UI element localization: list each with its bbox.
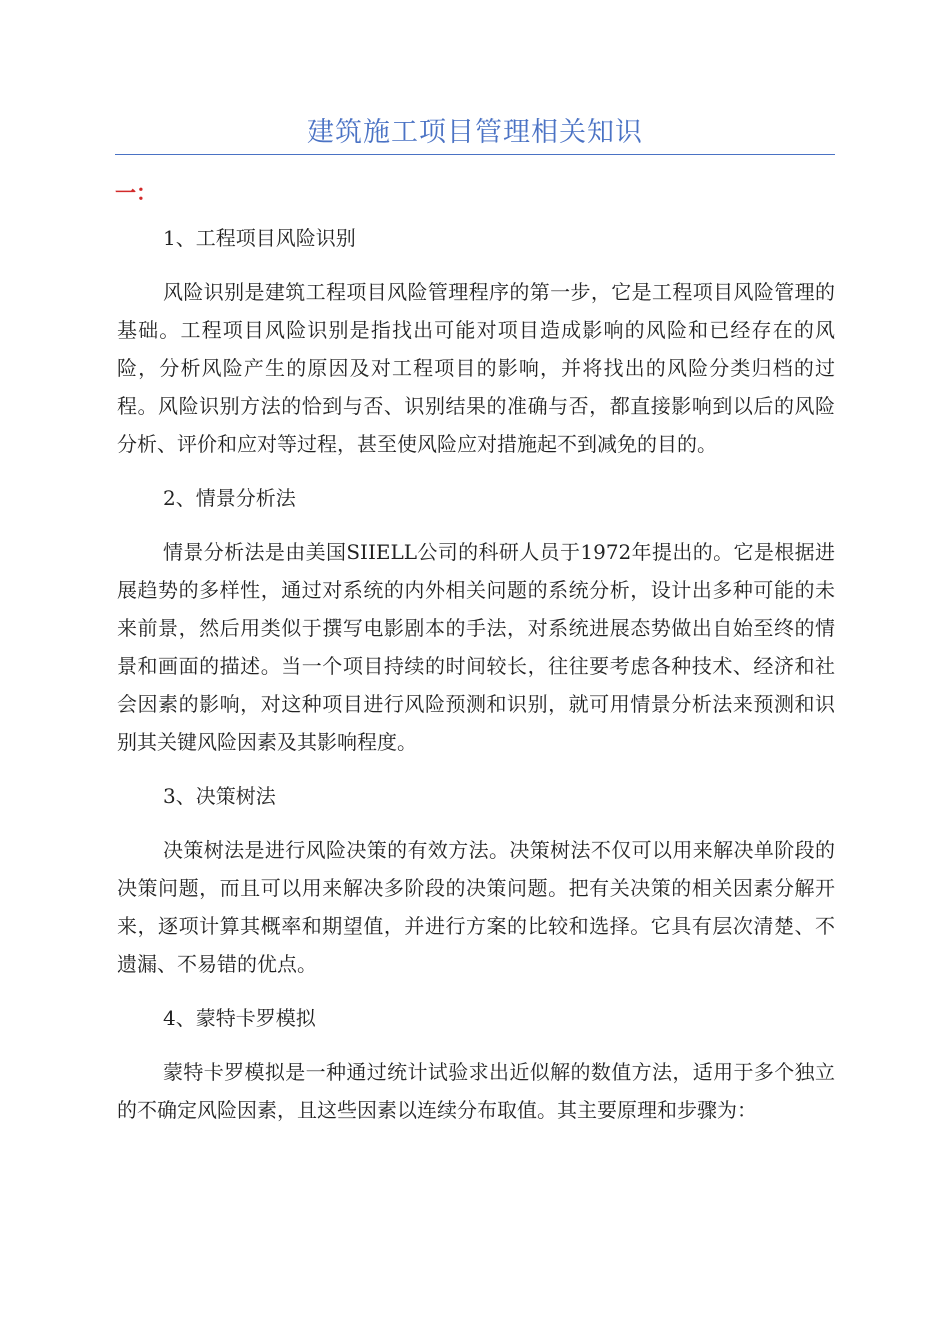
heading-monte-carlo: 4、蒙特卡罗模拟 <box>163 1006 316 1030</box>
document-title: 建筑施工项目管理相关知识 <box>307 117 643 148</box>
title-underline <box>115 154 835 155</box>
paragraph-scenario-analysis: 情景分析法是由美国SIIELL公司的科研人员于1972年提出的。它是根据进展趋势的多样性，通过对系统的内外相关问题的系统分析，设计出多种可能的未来前景，然后用类似于撰写电影剧本的手法，对系统进展态势做出自始至终的情景和画面的描述。当一个项目持续的时间较长，往往要考虑各种技术、经济和社会因素的影响，对这种项目进行风险预测和识别，就可用情景分析法来预测和识别其关键风险因素及其影响程度。 <box>117 540 835 754</box>
section-number-mark: 一： <box>115 180 157 205</box>
heading-decision-tree: 3、决策树法 <box>163 784 276 808</box>
document-body <box>117 219 835 1145</box>
paragraph-monte-carlo: 蒙特卡罗模拟是一种通过统计试验求出近似解的数值方法，适用于多个独立的不确定风险因素，且这些因素以连续分布取值。其主要原理和步骤为： <box>117 1060 835 1122</box>
paragraph-risk-identification: 风险识别是建筑工程项目风险管理程序的第一步，它是工程项目风险管理的基础。工程项目风险识别是指找出可能对项目造成影响的风险和已经存在的风险，分析风险产生的原因及对工程项目的影响，并将找出的风险分类归档的过程。风险识别方法的恰到与否、识别结果的准确与否，都直接影响到以后的风险分析、评价和应对等过程，甚至使风险应对措施起不到减免的目的。 <box>117 280 835 456</box>
heading-risk-identification: 1、工程项目风险识别 <box>163 226 356 250</box>
paragraph-decision-tree: 决策树法是进行风险决策的有效方法。决策树法不仅可以用来解决单阶段的决策问题，而且可以用来解决多阶段的决策问题。把有关决策的相关因素分解开来，逐项计算其概率和期望值，并进行方案的比较和选择。它具有层次清楚、不遗漏、不易错的优点。 <box>117 838 835 976</box>
heading-scenario-analysis: 2、情景分析法 <box>163 486 296 510</box>
